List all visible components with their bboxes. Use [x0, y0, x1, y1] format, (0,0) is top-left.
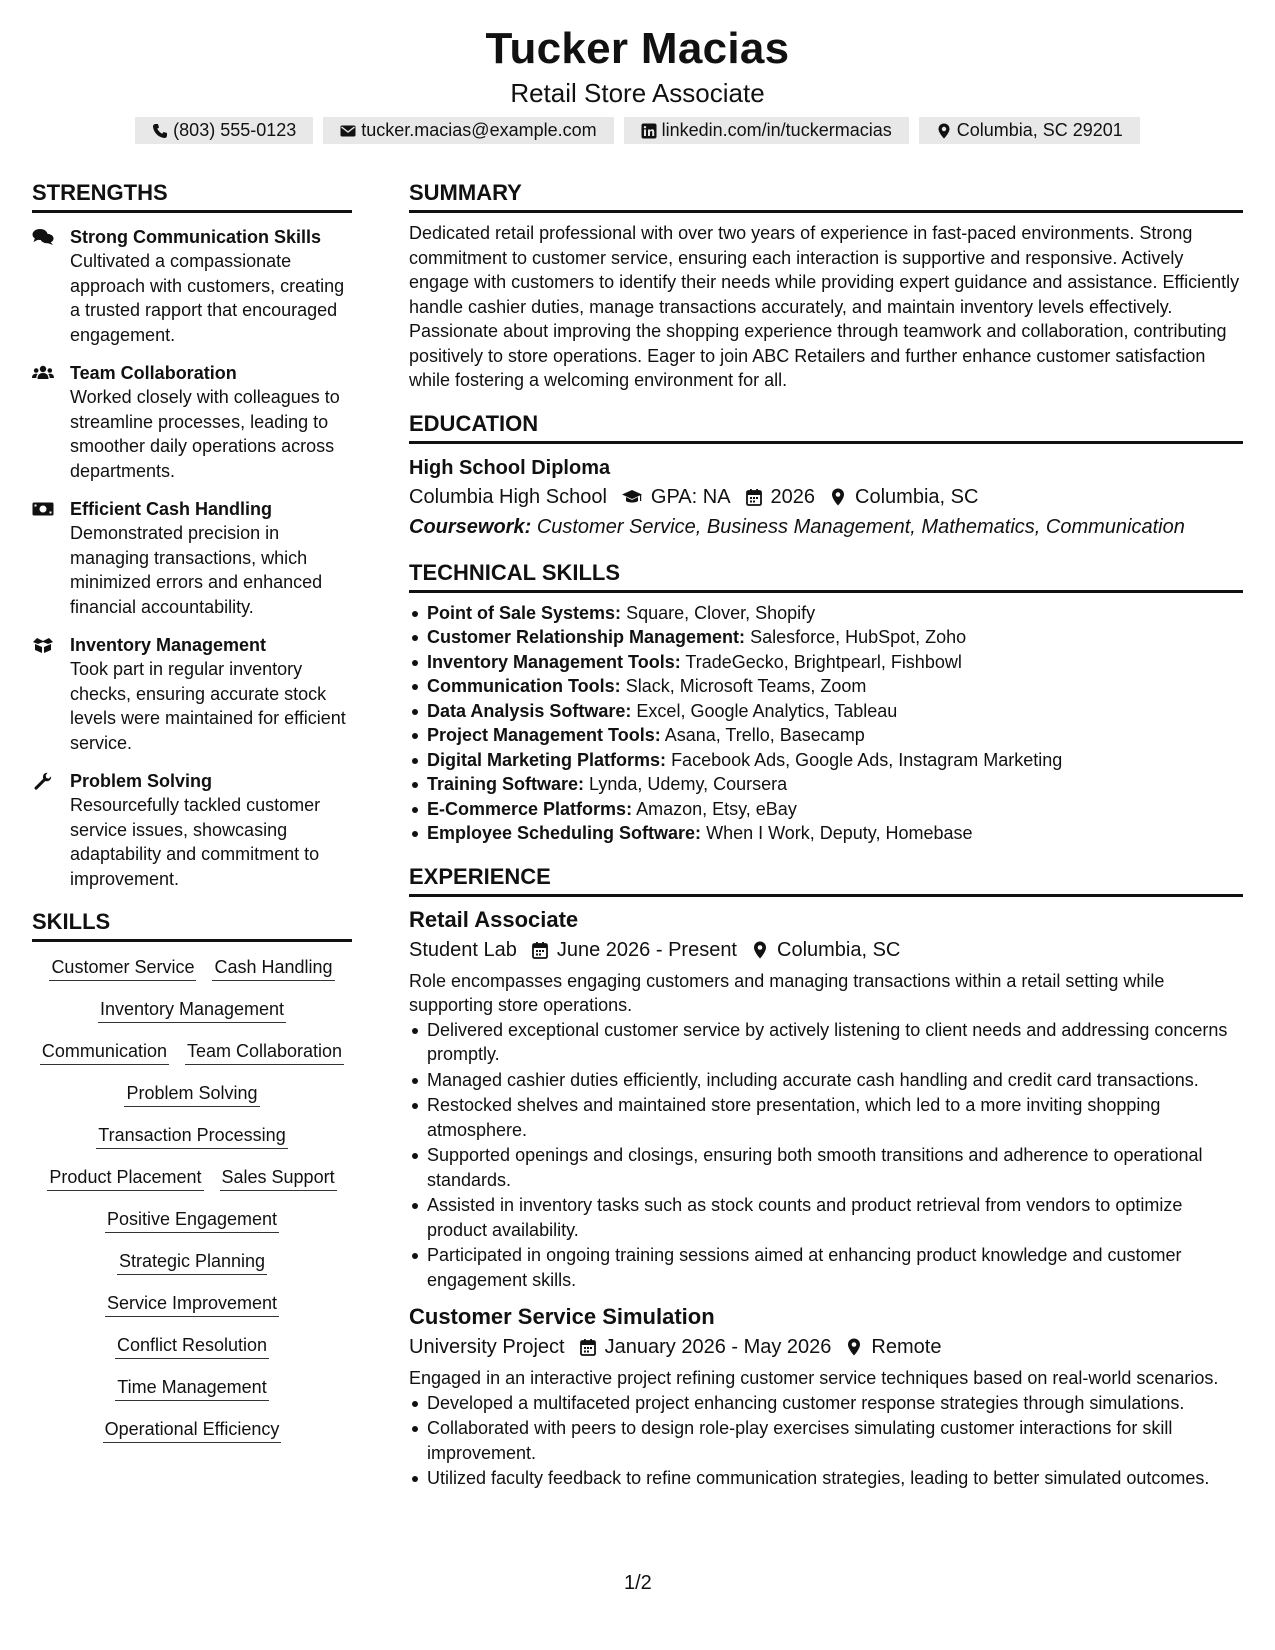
skill-tag: Cash Handling	[212, 954, 334, 981]
linkedin-icon	[641, 123, 657, 139]
summary-section	[409, 178, 1243, 393]
skill-tag: Inventory Management	[98, 996, 286, 1023]
list-item	[409, 699, 1243, 724]
education-location: Columbia, SC	[855, 485, 979, 508]
list-item	[409, 723, 1243, 748]
contact-phone-text: (803) 555-0123	[173, 120, 297, 140]
tech-skill-label: Employee Scheduling Software:	[427, 823, 702, 843]
summary-title: SUMMARY	[409, 178, 1243, 213]
contact-email-text: tucker.macias@example.com	[361, 120, 597, 140]
skills-title: SKILLS	[32, 907, 352, 942]
list-item: Collaborated with peers to design role-play exercises simulating customer interactions for skill improvement.	[409, 1416, 1243, 1465]
strength-item	[32, 361, 352, 483]
skill-tag: Communication	[40, 1038, 169, 1065]
job-org: University Project	[409, 1336, 565, 1358]
strength-item	[32, 225, 352, 347]
list-item	[409, 797, 1243, 822]
strength-item	[32, 633, 352, 755]
tech-skill-label: E-Commerce Platforms:	[427, 798, 633, 819]
page-number: 1/2	[624, 1572, 652, 1594]
contact-linkedin-text: linkedin.com/in/tuckermacias	[661, 120, 892, 140]
skill-tag: Sales Support	[220, 1164, 337, 1191]
money-icon	[32, 500, 54, 518]
technical-skills-list	[409, 601, 1243, 846]
strength-desc: Worked closely with colleagues to streamline processes, leading to smoother daily operations across departments.	[70, 387, 340, 481]
list-item: Developed a multifaceted project enhancing customer response strategies through simulations.	[409, 1391, 1243, 1416]
contact-location[interactable]	[919, 117, 1140, 144]
tech-skill-value: Salesforce, HubSpot, Zoho	[750, 627, 967, 647]
skill-tag: Positive Engagement	[105, 1206, 279, 1233]
tech-skill-label: Communication Tools:	[427, 676, 621, 696]
list-item: Supported openings and closings, ensuring both smooth transitions and adherence to operational standards.	[409, 1143, 1243, 1192]
skills-list	[32, 954, 352, 1443]
graduation-cap-icon	[621, 488, 643, 506]
candidate-title: Retail Store Associate	[510, 78, 765, 108]
tech-skill-value: Slack, Microsoft Teams, Zoom	[625, 676, 867, 696]
candidate-name: Tucker Macias	[485, 24, 790, 73]
job-location: Remote	[871, 1336, 942, 1358]
tech-skill-value: When I Work, Deputy, Homebase	[706, 823, 973, 843]
tech-skill-label: Digital Marketing Platforms:	[427, 749, 667, 770]
tech-skill-value: Excel, Google Analytics, Tableau	[636, 700, 898, 721]
contact-linkedin[interactable]	[624, 117, 909, 144]
education-gpa: GPA: NA	[650, 485, 731, 508]
coursework-label: Coursework:	[409, 515, 532, 538]
strength-name: Team Collaboration	[70, 363, 237, 383]
experience-section	[409, 862, 1243, 1491]
calendar-icon	[745, 488, 763, 506]
education-year: 2026	[770, 485, 816, 508]
list-item: Utilized faculty feedback to refine communication strategies, leading to better simulated outcomes.	[409, 1466, 1243, 1491]
education-title: EDUCATION	[409, 409, 1243, 444]
email-icon	[340, 123, 356, 139]
experience-title: EXPERIENCE	[409, 862, 1243, 897]
list-item	[409, 625, 1243, 650]
job-dates: January 2026 - May 2026	[604, 1336, 832, 1358]
phone-icon	[152, 123, 168, 139]
tech-skill-label: Inventory Management Tools:	[427, 651, 681, 672]
tech-skill-label: Project Management Tools:	[427, 725, 661, 745]
location-icon	[829, 488, 847, 506]
education-meta	[409, 482, 1243, 512]
skill-tag: Strategic Planning	[117, 1248, 267, 1275]
strength-item	[32, 769, 352, 891]
tech-skill-value: TradeGecko, Brightpearl, Fishbowl	[685, 651, 962, 672]
contact-email[interactable]	[323, 117, 613, 144]
contact-bar	[0, 117, 1275, 144]
skill-tag: Operational Efficiency	[103, 1416, 282, 1443]
skill-tag: Time Management	[115, 1374, 268, 1401]
education-degree: High School Diploma	[409, 456, 611, 479]
skills-section	[32, 907, 352, 1443]
job-bullets	[409, 1391, 1243, 1491]
strength-desc: Took part in regular inventory checks, ensuring accurate stock levels were maintained for efficient service.	[70, 659, 346, 753]
strength-desc: Demonstrated precision in managing transactions, which minimized errors and enhanced financial accountability.	[70, 523, 323, 617]
tech-skill-value: Facebook Ads, Google Ads, Instagram Marketing	[671, 749, 1063, 770]
list-item: Participated in ongoing training sessions aimed at enhancing product knowledge and customer engagement skills.	[409, 1243, 1243, 1292]
tech-skill-value: Lynda, Udemy, Coursera	[589, 774, 788, 794]
job-entry	[409, 1302, 1243, 1491]
tech-skill-value: Asana, Trello, Basecamp	[664, 725, 865, 745]
location-icon	[751, 941, 769, 959]
list-item	[409, 748, 1243, 773]
education-section	[409, 409, 1243, 542]
list-item	[409, 821, 1243, 846]
calendar-icon	[531, 941, 549, 959]
summary-text: Dedicated retail professional with over two years of experience in fast-paced environments. Strong commitment to customer service, ensuring each interaction is supportive and responsive. Actively engage with customers to identify their needs while providing expert guidance and assistance. Efficiently handle cashier duties, manage transactions accurately, and maintain inventory levels effectively. Passionate about improving the shopping experience through teamwork and collaboration, contributing positively to store operations. Eager to join ABC Retailers and further enhance customer satisfaction while fostering a welcoming environment for all.	[409, 223, 1240, 390]
job-bullets	[409, 1018, 1243, 1293]
job-description: Role encompasses engaging customers and managing transactions within a retail setting while supporting store operations.	[409, 970, 1165, 1015]
list-item	[409, 601, 1243, 626]
strength-name: Inventory Management	[70, 635, 267, 655]
calendar-icon	[579, 1338, 597, 1356]
chat-icon	[32, 228, 54, 246]
job-title: Retail Associate	[409, 906, 579, 932]
contact-phone[interactable]	[135, 117, 313, 144]
list-item	[409, 674, 1243, 699]
job-meta	[409, 1332, 1243, 1362]
resume-header	[0, 0, 1275, 144]
education-school: Columbia High School	[409, 485, 607, 508]
job-org: Student Lab	[409, 938, 517, 961]
strength-name: Problem Solving	[70, 771, 213, 791]
job-dates: June 2026 - Present	[556, 938, 737, 961]
list-item: Restocked shelves and maintained store presentation, which led to a more inviting shopping atmosphere.	[409, 1093, 1243, 1142]
list-item	[409, 772, 1243, 797]
location-icon	[845, 1338, 863, 1356]
tech-skill-label: Data Analysis Software:	[427, 700, 632, 721]
right-column	[409, 178, 1243, 1492]
location-icon	[936, 123, 952, 139]
list-item: Managed cashier duties efficiently, including accurate cash handling and credit card transactions.	[409, 1068, 1243, 1093]
tech-skill-value: Amazon, Etsy, eBay	[636, 798, 797, 819]
boxes-icon	[32, 636, 54, 654]
strengths-title: STRENGTHS	[32, 178, 352, 213]
skill-tag: Problem Solving	[124, 1080, 259, 1107]
coursework-list: Customer Service, Business Management, Mathematics, Communication	[536, 515, 1185, 538]
job-title: Customer Service Simulation	[409, 1304, 715, 1329]
list-item: Assisted in inventory tasks such as stock counts and product retrieval from vendors to optimize product availability.	[409, 1193, 1243, 1242]
job-entry	[409, 905, 1243, 1293]
job-description: Engaged in an interactive project refining customer service techniques based on real-world scenarios.	[409, 1368, 1219, 1388]
strength-name: Strong Communication Skills	[70, 227, 322, 247]
skill-tag: Team Collaboration	[185, 1038, 344, 1065]
skill-tag: Conflict Resolution	[115, 1332, 269, 1359]
strengths-section	[32, 178, 352, 891]
job-meta	[409, 935, 1243, 965]
tech-skill-label: Customer Relationship Management:	[427, 627, 746, 647]
strength-desc: Cultivated a compassionate approach with customers, creating a trusted rapport that encouraged engagement.	[70, 251, 345, 345]
job-location: Columbia, SC	[777, 938, 901, 961]
contact-location-text: Columbia, SC 29201	[956, 120, 1123, 140]
tech-skill-label: Point of Sale Systems:	[427, 602, 622, 623]
list-item	[409, 650, 1243, 675]
skill-tag: Service Improvement	[105, 1290, 279, 1317]
users-icon	[32, 364, 54, 382]
strength-item	[32, 497, 352, 619]
strength-desc: Resourcefully tackled customer service issues, showcasing adaptability and commitment to improvement.	[70, 795, 321, 889]
skill-tag: Customer Service	[49, 954, 196, 981]
skill-tag: Product Placement	[47, 1164, 203, 1191]
left-column	[32, 178, 352, 1443]
education-coursework	[409, 512, 1243, 542]
technical-skills-title: TECHNICAL SKILLS	[409, 558, 1243, 593]
skill-tag: Transaction Processing	[96, 1122, 287, 1149]
strength-name: Efficient Cash Handling	[70, 499, 273, 519]
list-item: Delivered exceptional customer service by actively listening to client needs and addressing concerns promptly.	[409, 1018, 1243, 1067]
wrench-icon	[32, 772, 54, 790]
tech-skill-value: Square, Clover, Shopify	[626, 602, 816, 623]
technical-skills-section	[409, 558, 1243, 846]
tech-skill-label: Training Software:	[427, 774, 585, 794]
